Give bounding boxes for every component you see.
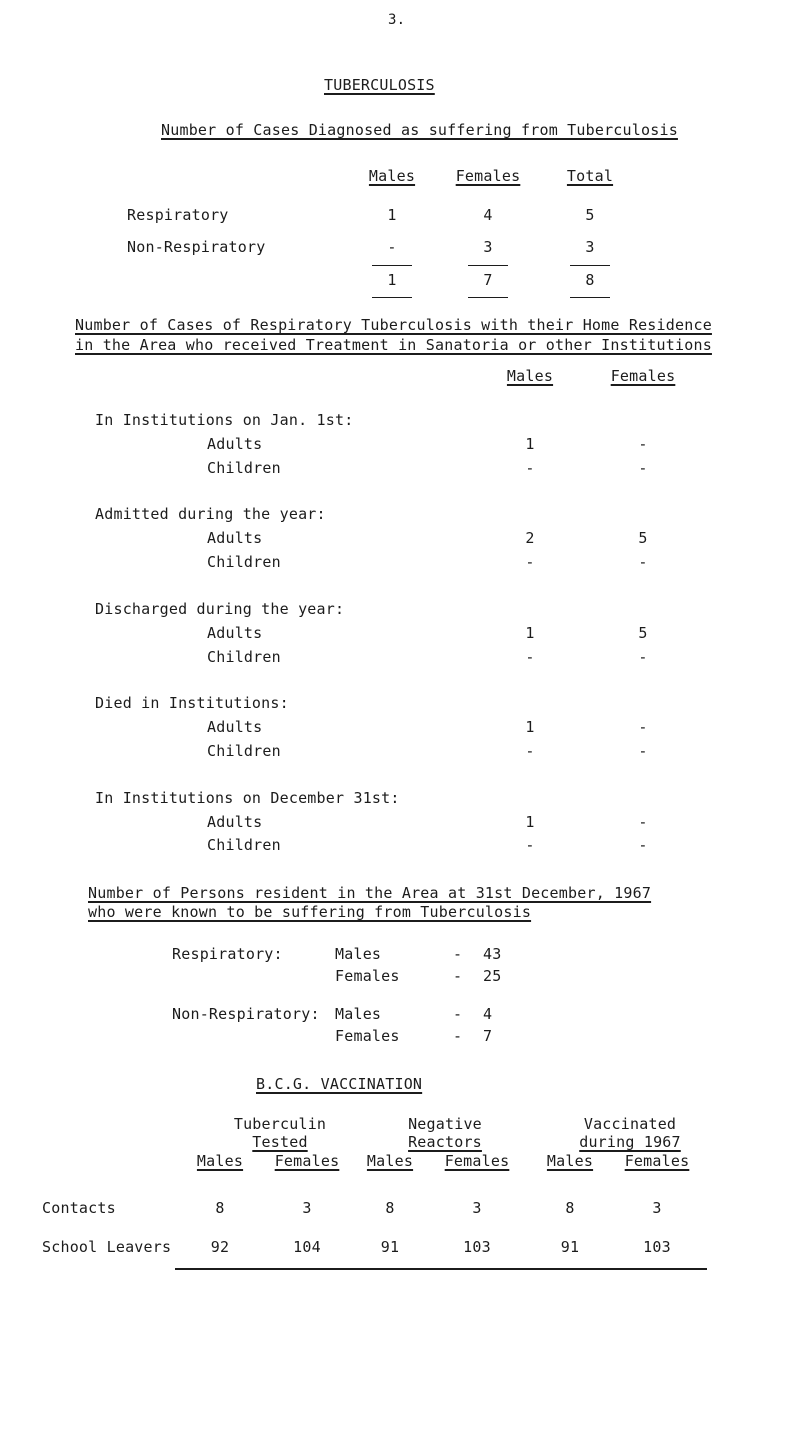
s2-row-label: Adults xyxy=(207,529,263,547)
s3-row-label: Males xyxy=(335,945,382,963)
s3-value: 7 xyxy=(483,1027,493,1045)
s3-group-label: Respiratory: xyxy=(172,945,283,963)
s1-cell: 3 xyxy=(483,238,493,256)
s2-row-label: Children xyxy=(207,648,281,666)
s2-row-label: Adults xyxy=(207,435,263,453)
s2-cell: 1 xyxy=(525,718,535,736)
s4-cell: 91 xyxy=(380,1238,400,1256)
s4-colgroup-title: Tuberculin xyxy=(233,1115,327,1133)
s4-colgroup-title: Vaccinated xyxy=(583,1115,677,1133)
section4-heading: B.C.G. VACCINATION xyxy=(256,1075,423,1093)
s4-sub-females: Females xyxy=(624,1152,690,1170)
section3-heading: Number of Persons resident in the Area at 31st December, 1967 xyxy=(88,884,652,902)
s4-cell: 3 xyxy=(302,1199,312,1217)
s4-cell: 3 xyxy=(652,1199,662,1217)
s4-colgroup-title: Reactors xyxy=(408,1133,482,1151)
s4-row-label: Contacts xyxy=(42,1199,116,1217)
s4-sub-females: Females xyxy=(274,1152,340,1170)
s4-sub-males: Males xyxy=(546,1152,594,1170)
s4-cell: 3 xyxy=(472,1199,482,1217)
s3-value: 4 xyxy=(483,1005,493,1023)
s1-row-label: Non-Respiratory xyxy=(127,238,266,256)
s4-cell: 8 xyxy=(215,1199,225,1217)
s1-rule xyxy=(372,297,412,298)
s1-cell: 5 xyxy=(585,206,595,224)
s2-cell: 5 xyxy=(638,624,648,642)
s1-rule xyxy=(570,265,610,266)
s1-col-females: Females xyxy=(455,167,521,185)
s2-row-label: Children xyxy=(207,459,281,477)
s2-cell: - xyxy=(638,836,648,854)
s3-dash: - xyxy=(453,945,463,963)
s3-dash: - xyxy=(453,1005,463,1023)
s3-row-label: Males xyxy=(335,1005,382,1023)
s4-sub-males: Males xyxy=(196,1152,244,1170)
s1-cell: 1 xyxy=(387,206,397,224)
section2-heading: in the Area who received Treatment in Sanatoria or other Institutions xyxy=(75,336,712,354)
s4-colgroup-title: during 1967 xyxy=(579,1133,681,1151)
s4-sub-males: Males xyxy=(366,1152,414,1170)
s2-group-label: Discharged during the year: xyxy=(95,600,345,618)
s4-cell: 103 xyxy=(643,1238,671,1256)
s4-cell: 8 xyxy=(565,1199,575,1217)
s2-cell: 1 xyxy=(525,624,535,642)
s2-cell: 1 xyxy=(525,435,535,453)
s1-total-cell: 8 xyxy=(585,271,595,289)
bottom-rule xyxy=(175,1268,707,1270)
s2-cell: 5 xyxy=(638,529,648,547)
s2-cell: - xyxy=(525,459,535,477)
s1-total-cell: 7 xyxy=(483,271,493,289)
s2-row-label: Children xyxy=(207,836,281,854)
s4-cell: 92 xyxy=(210,1238,230,1256)
page-number: 3. xyxy=(388,12,406,28)
s2-cell: 1 xyxy=(525,813,535,831)
s1-rule xyxy=(468,297,508,298)
s2-cell: - xyxy=(638,435,648,453)
s2-cell: - xyxy=(525,553,535,571)
s2-cell: - xyxy=(638,742,648,760)
s3-value: 43 xyxy=(483,945,502,963)
s1-col-total: Total xyxy=(566,167,614,185)
s3-row-label: Females xyxy=(335,1027,400,1045)
s1-rule xyxy=(570,297,610,298)
s2-group-label: In Institutions on Jan. 1st: xyxy=(95,411,354,429)
s1-cell: 4 xyxy=(483,206,493,224)
s2-row-label: Adults xyxy=(207,624,263,642)
s2-cell: - xyxy=(638,553,648,571)
s2-group-label: Admitted during the year: xyxy=(95,505,326,523)
s2-row-label: Adults xyxy=(207,813,263,831)
s3-dash: - xyxy=(453,967,463,985)
s2-row-label: Adults xyxy=(207,718,263,736)
s4-row-label: School Leavers xyxy=(42,1238,172,1256)
s3-value: 25 xyxy=(483,967,502,985)
s2-group-label: In Institutions on December 31st: xyxy=(95,789,400,807)
s1-col-males: Males xyxy=(368,167,416,185)
s2-row-label: Children xyxy=(207,553,281,571)
page-title: TUBERCULOSIS xyxy=(324,76,435,94)
s4-cell: 104 xyxy=(293,1238,321,1256)
s3-dash: - xyxy=(453,1027,463,1045)
s3-group-label: Non-Respiratory: xyxy=(172,1005,320,1023)
s1-row-label: Respiratory xyxy=(127,206,229,224)
s4-colgroup-title: Negative xyxy=(408,1115,482,1133)
s2-cell: - xyxy=(638,648,648,666)
s4-colgroup-title: Tested xyxy=(252,1133,308,1151)
section2-heading: Number of Cases of Respiratory Tuberculosis with their Home Residence xyxy=(75,316,712,334)
s1-cell: 3 xyxy=(585,238,595,256)
s4-cell: 103 xyxy=(463,1238,491,1256)
s4-cell: 91 xyxy=(560,1238,580,1256)
s1-rule xyxy=(468,265,508,266)
section1-heading: Number of Cases Diagnosed as suffering from Tuberculosis xyxy=(161,121,678,139)
s2-col-females: Females xyxy=(610,367,676,385)
section3-heading: who were known to be suffering from Tuberculosis xyxy=(88,903,532,921)
s2-cell: - xyxy=(638,813,648,831)
s1-cell: - xyxy=(387,238,397,256)
s2-cell: 2 xyxy=(525,529,535,547)
s2-cell: - xyxy=(525,648,535,666)
s2-cell: - xyxy=(638,718,648,736)
s2-cell: - xyxy=(525,742,535,760)
s2-group-label: Died in Institutions: xyxy=(95,694,289,712)
s2-cell: - xyxy=(525,836,535,854)
s2-row-label: Children xyxy=(207,742,281,760)
s1-rule xyxy=(372,265,412,266)
s2-cell: - xyxy=(638,459,648,477)
s4-sub-females: Females xyxy=(444,1152,510,1170)
s1-total-cell: 1 xyxy=(387,271,397,289)
s4-cell: 8 xyxy=(385,1199,395,1217)
s3-row-label: Females xyxy=(335,967,400,985)
s2-col-males: Males xyxy=(506,367,554,385)
